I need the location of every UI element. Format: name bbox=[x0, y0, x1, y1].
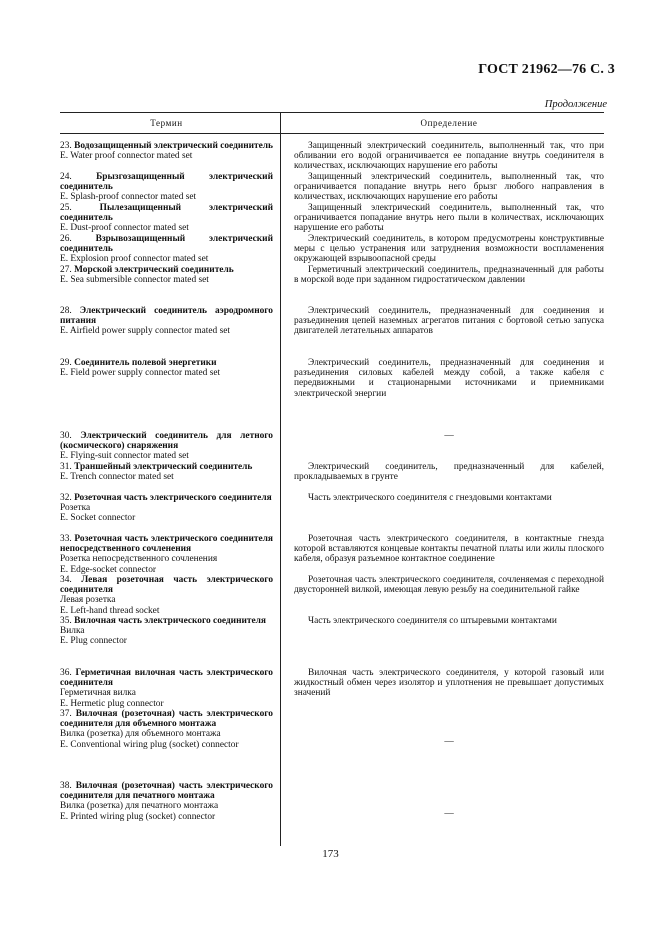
term-entry bbox=[60, 172, 273, 203]
term-title bbox=[60, 616, 273, 626]
definition-text: Розеточная часть электрического соединителя, сочленяемая с переходной двусторонней вилкой, имеющая левую резьбу на соединительной гайке bbox=[294, 575, 604, 596]
term-synonym: E. Airfield power supply connector mated set bbox=[60, 326, 231, 337]
term-entry bbox=[60, 493, 273, 524]
term-synonym: E. Flying-suit connector mated set bbox=[60, 451, 189, 462]
term-entry bbox=[60, 616, 273, 647]
term-synonym: E. Printed wiring plug (socket) connector bbox=[60, 811, 216, 822]
term-name: Траншейный электрический соединитель bbox=[74, 462, 253, 472]
term-synonym: E. Conventional wiring plug (socket) connector bbox=[60, 739, 239, 750]
document-code: ГОСТ 21962—76 С. 3 bbox=[478, 62, 615, 77]
definition-text: Электрический соединитель, в котором предусмотрены конструктивные меры с целью устранения или затруднения возможности воспламенения окружающей взрывоопасной среды bbox=[294, 234, 604, 265]
definition-text: Часть электрического соединителя с гнездовыми контактами bbox=[308, 493, 552, 503]
term-title bbox=[60, 431, 273, 451]
term-entry bbox=[60, 668, 273, 709]
term-name: Морской электрический соединитель bbox=[74, 265, 234, 275]
term-synonym: E. Socket connector bbox=[60, 513, 136, 524]
column-header-definition: Определение bbox=[420, 118, 478, 128]
term-synonym: Розетка непосредственного сочленения bbox=[60, 554, 218, 565]
definition-text: Защищенный электрический соединитель, выполненный так, что ограничивается попадание внутрь него пыли в количествах, исключающих нарушение его работы bbox=[294, 203, 604, 234]
term-synonym: E. Dust-proof connector mated set bbox=[60, 223, 189, 234]
term-synonym: E. Plug connector bbox=[60, 636, 127, 647]
term-title bbox=[60, 203, 273, 223]
term-synonym: E. Field power supply connector mated set bbox=[60, 368, 221, 379]
term-entry bbox=[60, 534, 273, 575]
term-synonym: E. Hermetic plug connector bbox=[60, 698, 164, 709]
definition-text: Герметичный электрический соединитель, предназначенный для работы в морской воде при заданном гидростатическом давлении bbox=[294, 265, 604, 286]
term-entry bbox=[60, 265, 273, 285]
term-name: Розеточная часть электрического соединителя bbox=[74, 493, 272, 503]
term-synonym: E. Trench connector mated set bbox=[60, 472, 174, 483]
term-number: 24. bbox=[60, 172, 72, 182]
term-synonym: Вилка (розетка) для объемного монтажа bbox=[60, 729, 221, 740]
term-number: 29. bbox=[60, 358, 72, 368]
term-name: Водозащищенный электрический соединитель bbox=[74, 141, 274, 151]
definition-dash: — bbox=[444, 809, 454, 819]
term-synonym: Вилка bbox=[60, 626, 85, 637]
definition-dash: — bbox=[444, 431, 454, 441]
definition-text: Электрический соединитель, предназначенный для соединения и разъединения силовых кабелей между собой, а также кабеля с передвижными и стационарными источниками и приемниками электрической энергии bbox=[294, 358, 604, 399]
term-entry bbox=[60, 234, 273, 265]
term-synonym: E. Water proof connector mated set bbox=[60, 151, 193, 162]
term-title bbox=[60, 172, 273, 192]
term-number: 38. bbox=[60, 781, 72, 791]
term-number: 26. bbox=[60, 234, 72, 244]
term-number: 30. bbox=[60, 431, 72, 441]
term-number: 33. bbox=[60, 534, 72, 544]
term-synonym: E. Left-hand thread socket bbox=[60, 605, 160, 616]
column-divider bbox=[280, 134, 281, 846]
term-title bbox=[60, 462, 273, 472]
term-title bbox=[60, 306, 273, 326]
term-entry bbox=[60, 709, 273, 750]
terms-table bbox=[60, 112, 604, 846]
term-synonym: E. Explosion proof connector mated set bbox=[60, 254, 209, 265]
term-number: 25. bbox=[60, 203, 72, 213]
continued-label: Продолжение bbox=[544, 99, 607, 110]
term-synonym: Левая розетка bbox=[60, 595, 116, 606]
term-number: 28. bbox=[60, 306, 72, 316]
table-header bbox=[60, 113, 604, 134]
page-number: 173 bbox=[322, 848, 339, 860]
term-name: Соединитель полевой энергетики bbox=[74, 358, 217, 368]
definition-text: Розеточная часть электрического соединителя, в контактные гнезда которой вставляются концевые контакты печатной платы или жилы плоского кабеля, образуя разъемное контактное соединение bbox=[294, 534, 604, 565]
term-name: Герметичная вилочная часть электрического соединителя bbox=[60, 668, 273, 689]
term-synonym: Розетка bbox=[60, 503, 91, 514]
term-number: 34. bbox=[60, 575, 72, 585]
term-number: 23. bbox=[60, 141, 72, 151]
term-name: Электрический соединитель аэродромного питания bbox=[60, 306, 273, 327]
term-title bbox=[60, 534, 273, 554]
term-entry bbox=[60, 203, 273, 234]
term-name: Вилочная (розеточная) часть электрического соединителя для объемного монтажа bbox=[60, 709, 273, 730]
term-number: 32. bbox=[60, 493, 72, 503]
definition-dash: — bbox=[444, 737, 454, 747]
term-title bbox=[60, 265, 273, 275]
term-name: Пылезащищенный электрический соединитель bbox=[60, 203, 273, 224]
term-name: Розеточная часть электрического соединителя непосредственного сочленения bbox=[60, 534, 273, 555]
term-number: 36. bbox=[60, 668, 72, 678]
definition-text: Вилочная часть электрического соединителя, у которой газовый или жидкостный обмен через изолятор и уплотнения не превышает допустимых значений bbox=[294, 668, 604, 699]
term-number: 27. bbox=[60, 265, 72, 275]
term-name: Вилочная часть электрического соединителя bbox=[74, 616, 266, 626]
term-name: Брызгозащищенный электрический соединитель bbox=[60, 172, 273, 193]
definition-text: Электрический соединитель, предназначенный для кабелей, прокладываемых в грунте bbox=[294, 462, 604, 483]
term-entry bbox=[60, 306, 273, 337]
term-synonym: Герметичная вилка bbox=[60, 688, 136, 699]
term-entry bbox=[60, 358, 273, 378]
term-title bbox=[60, 575, 273, 595]
term-title bbox=[60, 234, 273, 254]
term-number: 37. bbox=[60, 709, 72, 719]
column-header-term: Термин bbox=[150, 118, 183, 128]
term-number: 35. bbox=[60, 616, 72, 626]
definition-text: Защищенный электрический соединитель, выполненный так, что ограничивается попадание внутрь него брызг любого направления в количествах, исключающих нарушение его работы bbox=[294, 172, 604, 203]
term-entry bbox=[60, 781, 273, 822]
term-title bbox=[60, 358, 273, 368]
definition-text: Защищенный электрический соединитель, выполненный так, что при обливании его водой ограничивается ее попадание внутрь соединителя в количествах, исключающих нарушение его работы bbox=[294, 141, 604, 172]
term-name: Левая розеточная часть электрического соединителя bbox=[60, 575, 274, 596]
column-divider bbox=[280, 113, 281, 133]
term-name: Вилочная (розеточная) часть электрического соединителя для печатного монтажа bbox=[60, 781, 273, 802]
term-synonym: E. Splash-proof connector mated set bbox=[60, 192, 197, 203]
term-synonym: Вилка (розетка) для печатного монтажа bbox=[60, 801, 219, 812]
term-title bbox=[60, 493, 273, 503]
term-title bbox=[60, 141, 273, 151]
term-synonym: E. Edge-socket connector bbox=[60, 564, 157, 575]
term-title bbox=[60, 709, 273, 729]
term-entry bbox=[60, 141, 273, 161]
term-title bbox=[60, 781, 273, 801]
definition-text: Часть электрического соединителя со штыревыми контактами bbox=[308, 616, 557, 626]
table-body bbox=[60, 134, 604, 846]
term-entry bbox=[60, 462, 273, 482]
term-synonym: E. Sea submersible connector mated set bbox=[60, 275, 209, 286]
definition-text: Электрический соединитель, предназначенный для соединения и разъединения цепей наземных агрегатов питания с бортовой сетью запуска двигателей летательных аппаратов bbox=[294, 306, 604, 337]
term-entry bbox=[60, 431, 273, 462]
term-title bbox=[60, 668, 273, 688]
term-entry bbox=[60, 575, 273, 616]
term-number: 31. bbox=[60, 462, 72, 472]
term-name: Электрический соединитель для летного (космического) снаряжения bbox=[60, 431, 273, 452]
term-name: Взрывозащищенный электрический соединитель bbox=[60, 234, 273, 255]
